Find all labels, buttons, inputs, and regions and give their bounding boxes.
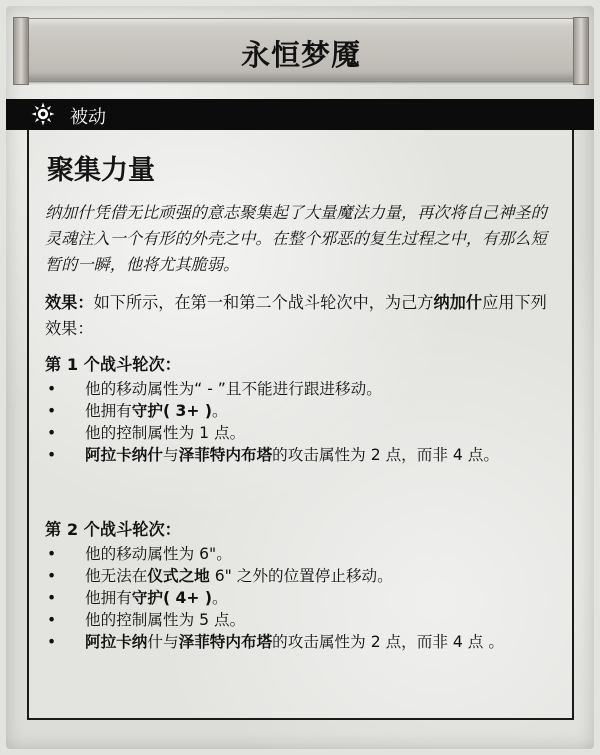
page-title: 永恒梦魇 (240, 38, 361, 72)
ability-content (27, 130, 574, 720)
ability-name: 聚集力量 (47, 155, 155, 186)
item-text: 他拥有 (85, 589, 132, 607)
effect-label: 效果： (45, 293, 94, 312)
list-item (45, 631, 560, 653)
ward-keyword: 守护 (131, 402, 163, 420)
list-item (45, 378, 560, 400)
item-text: 的攻击属性为 2 点，而非 4 点 。 (272, 633, 504, 651)
bullet: • (47, 424, 57, 442)
ability-type-bar (6, 99, 594, 130)
round-1-heading: 第 1 个战斗轮次： (45, 355, 181, 374)
round-1-list (45, 378, 560, 466)
bullet: • (47, 446, 57, 464)
item-text: 他的控制属性为 5 点。 (85, 611, 246, 629)
item-text: 他无法在 (85, 567, 148, 585)
effect-keyword: 纳加什 (433, 293, 483, 312)
title-banner (20, 18, 582, 82)
item-text: 6" 之外的位置停止移动。 (209, 567, 393, 585)
item-text: 。 (212, 589, 228, 607)
item-text: 。 (212, 402, 228, 420)
sun-gear-icon (31, 102, 55, 126)
list-item (45, 543, 560, 565)
ward-keyword: 守护 (131, 589, 163, 607)
bullet: • (47, 589, 57, 607)
list-item (45, 587, 560, 609)
effect-body: 如下所示，在第一和第二个战斗轮次中，为己方 (93, 293, 434, 312)
weapon-keyword: 阿拉卡纳 (85, 633, 148, 651)
list-item (45, 565, 560, 587)
bullet: • (47, 380, 57, 398)
ability-type-label: 被动 (70, 107, 106, 128)
item-text: 他的控制属性为 1 点。 (85, 424, 246, 442)
effect-text (45, 290, 560, 342)
round-2-list (45, 543, 560, 653)
weapon-keyword: 阿拉卡纳什 (85, 446, 163, 464)
flavor-text: 纳加什凭借无比顽强的意志聚集起了大量魔法力量，再次将自己神圣的灵魂注入一个有形的外壳之中。在整个邪恶的复生过程之中，有那么短暂的一瞬，他将尤其脆弱。 (45, 203, 547, 274)
bullet: • (47, 567, 57, 585)
list-item (45, 609, 560, 631)
bullet: • (47, 402, 57, 420)
ward-value: ( 4+ ) (163, 589, 213, 607)
bullet: • (47, 545, 57, 563)
item-text: 他的移动属性为 6"。 (85, 545, 232, 563)
list-item (45, 444, 560, 466)
item-text: 什与 (147, 633, 179, 651)
ward-value: ( 3+ ) (163, 402, 213, 420)
bullet: • (47, 611, 57, 629)
item-text: 他拥有 (85, 402, 132, 420)
item-text: 的攻击属性为 2 点，而非 4 点。 (272, 446, 499, 464)
item-text: 与 (162, 446, 179, 464)
weapon-keyword: 泽菲特内布塔 (178, 633, 273, 651)
item-text: 他的移动属性为“ - ”且不能进行跟进移动。 (85, 380, 382, 398)
ritual-keyword: 仪式之地 (147, 567, 210, 585)
list-item (45, 400, 560, 422)
list-item (45, 422, 560, 444)
bullet: • (47, 633, 57, 651)
effect-body-end: 应用下列效果： (45, 293, 547, 338)
round-2-heading: 第 2 个战斗轮次： (45, 520, 181, 539)
weapon-keyword: 泽菲特内布塔 (178, 446, 273, 464)
